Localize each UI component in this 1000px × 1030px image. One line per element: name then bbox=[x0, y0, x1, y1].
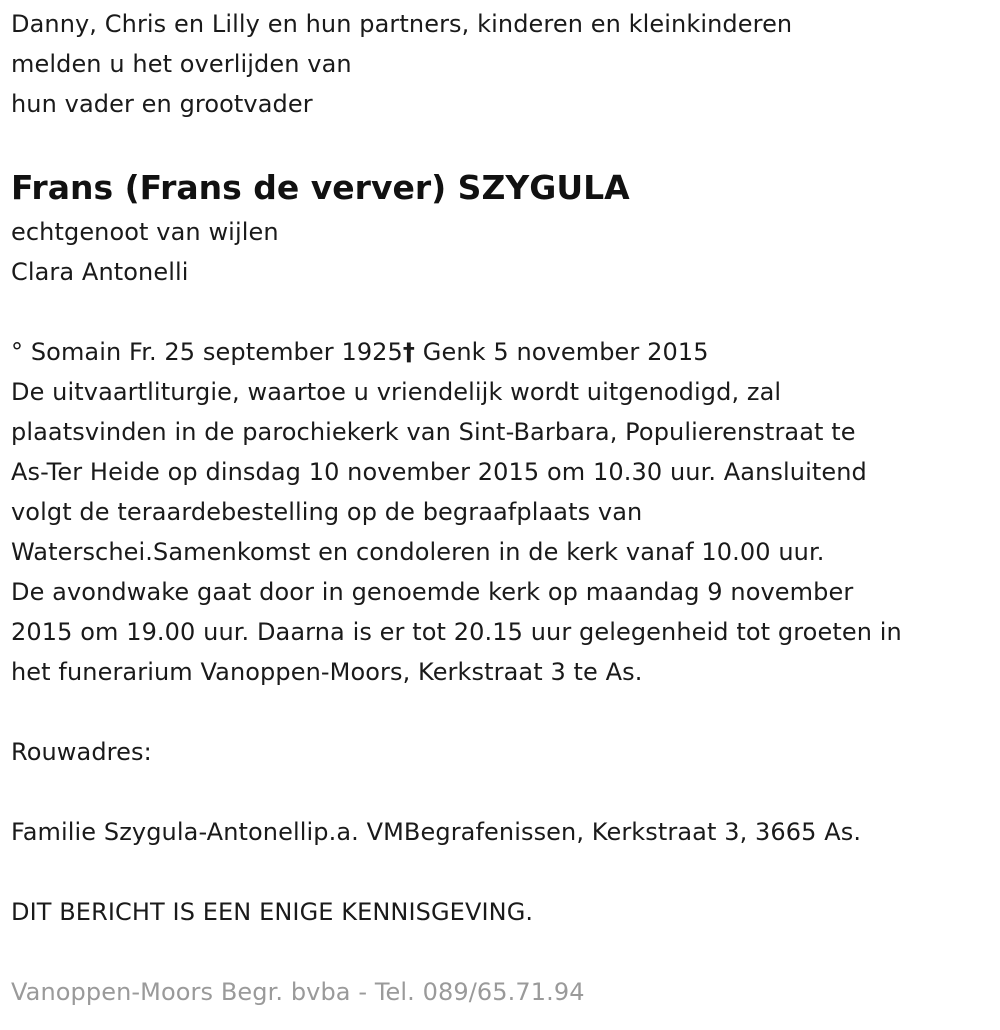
ceremony-line-2: plaatsvinden in de parochiekerk van Sint-Barbara, Populierenstraat te bbox=[11, 418, 856, 446]
birth-info: ° Somain Fr. 25 september 1925 bbox=[11, 338, 403, 366]
ceremony-line-5: Waterschei.Samenkomst en condoleren in de kerk vanaf 10.00 uur. bbox=[11, 538, 825, 566]
deceased-name: Frans (Frans de verver) SZYGULA bbox=[11, 168, 630, 207]
address-value: Familie Szygula-Antonellip.a. VMBegrafenissen, Kerkstraat 3, 3665 As. bbox=[11, 818, 862, 846]
spacer bbox=[11, 772, 996, 812]
intro-line-2: melden u het overlijden van bbox=[11, 50, 352, 78]
death-info: Genk 5 november 2015 bbox=[415, 338, 709, 366]
intro-line-1: Danny, Chris en Lilly en hun partners, kinderen en kleinkinderen bbox=[11, 10, 793, 38]
intro-line-3: hun vader en grootvader bbox=[11, 90, 313, 118]
dates-line bbox=[11, 332, 996, 372]
notice-text: DIT BERICHT IS EEN ENIGE KENNISGEVING. bbox=[11, 898, 534, 926]
ceremony-line-1: De uitvaartliturgie, waartoe u vriendelijk wordt uitgenodigd, zal bbox=[11, 378, 782, 406]
obituary-notice bbox=[11, 4, 996, 1012]
spacer bbox=[11, 124, 996, 164]
spacer bbox=[11, 292, 996, 332]
ceremony-line-8: het funerarium Vanoppen-Moors, Kerkstraat 3 te As. bbox=[11, 658, 643, 686]
spacer bbox=[11, 932, 996, 972]
spouse-line-1: echtgenoot van wijlen bbox=[11, 218, 279, 246]
ceremony-line-4: volgt de teraardebestelling op de begraafplaats van bbox=[11, 498, 643, 526]
ceremony-line-3: As-Ter Heide op dinsdag 10 november 2015 om 10.30 uur. Aansluitend bbox=[11, 458, 867, 486]
spouse-line-2: Clara Antonelli bbox=[11, 258, 189, 286]
ceremony-line-6: De avondwake gaat door in genoemde kerk op maandag 9 november bbox=[11, 578, 854, 606]
spacer bbox=[11, 852, 996, 892]
address-label: Rouwadres: bbox=[11, 738, 152, 766]
ceremony-line-7: 2015 om 19.00 uur. Daarna is er tot 20.15 uur gelegenheid tot groeten in bbox=[11, 618, 902, 646]
cross-icon: † bbox=[402, 338, 416, 366]
spacer bbox=[11, 692, 996, 732]
funeral-home-footer: Vanoppen-Moors Begr. bvba - Tel. 089/65.71.94 bbox=[11, 978, 585, 1006]
